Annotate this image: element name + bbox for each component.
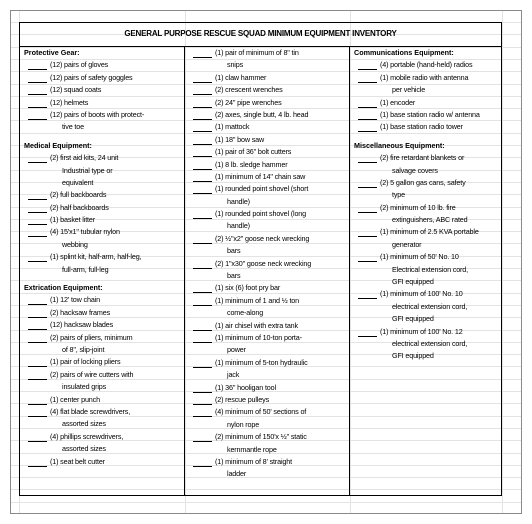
checkoff-blank[interactable]	[193, 258, 212, 269]
checkoff-blank[interactable]	[28, 214, 47, 225]
equipment-item	[20, 202, 184, 214]
checkoff-blank[interactable]	[358, 202, 377, 213]
item-text-line: handle)	[227, 221, 250, 231]
checkoff-blank[interactable]	[193, 406, 212, 417]
equipment-item	[350, 59, 502, 71]
item-text-line: power	[227, 345, 246, 355]
equipment-item	[185, 121, 349, 133]
checkoff-blank[interactable]	[193, 431, 212, 442]
item-text-line: extinguishers, ABC rated	[392, 215, 468, 225]
item-text-line: (1) minimum of 10-ton porta-	[215, 332, 302, 342]
item-description	[215, 382, 276, 394]
equipment-item	[185, 406, 349, 431]
item-description	[50, 84, 101, 96]
checkoff-blank[interactable]	[358, 97, 377, 108]
checkoff-blank[interactable]	[193, 320, 212, 331]
checkoff-blank[interactable]	[28, 406, 47, 417]
checkoff-blank[interactable]	[28, 109, 47, 120]
checkoff-blank[interactable]	[28, 369, 47, 380]
equipment-item	[20, 356, 184, 368]
section-heading: Communications Equipment:	[354, 48, 454, 57]
item-text-line: (2) 1"x30" goose neck wrecking	[215, 258, 312, 268]
checkoff-blank[interactable]	[358, 226, 377, 237]
checkoff-blank[interactable]	[28, 97, 47, 108]
item-text-line: (1) minimum of 50' No. 10	[380, 252, 459, 262]
item-text-line: (1) minimum of 100' No. 12	[380, 326, 463, 336]
item-text-line: (1) 18" bow saw	[215, 134, 265, 144]
item-text-line: insulated grips	[62, 382, 107, 392]
checkoff-blank[interactable]	[193, 357, 212, 368]
checkoff-blank[interactable]	[28, 456, 47, 467]
checkoff-blank[interactable]	[193, 134, 212, 145]
item-text-line: assorted sizes	[62, 444, 106, 454]
item-description	[380, 59, 472, 71]
item-text-line: jack	[227, 370, 240, 380]
checkoff-blank[interactable]	[358, 109, 377, 120]
item-description	[50, 456, 105, 468]
checkoff-blank[interactable]	[193, 382, 212, 393]
checkoff-blank[interactable]	[28, 319, 47, 330]
item-text-line: generator	[392, 239, 422, 249]
item-text-line: (2) minimum of 150'x ½" static	[215, 432, 307, 442]
section-heading: Miscellaneous Equipment:	[354, 140, 445, 150]
item-text-line: GFI equipped	[392, 351, 434, 361]
item-text-line: (12) helmets	[50, 97, 89, 107]
equipment-item	[20, 431, 184, 456]
checkoff-blank[interactable]	[193, 233, 212, 244]
item-description	[380, 72, 468, 97]
equipment-item	[185, 159, 349, 171]
equipment-item	[185, 97, 349, 109]
item-text-line: (2) first aid kits, 24 unit	[50, 153, 119, 163]
checkoff-blank[interactable]	[28, 431, 47, 442]
checkoff-blank[interactable]	[358, 59, 377, 70]
item-text-line: (12) pairs of boots with protect-	[50, 109, 145, 119]
checkoff-blank[interactable]	[193, 295, 212, 306]
item-text-line: (2) pairs of pliers, minimum	[50, 332, 133, 342]
equipment-item	[185, 456, 349, 481]
checkoff-blank[interactable]	[193, 47, 212, 58]
item-description	[215, 72, 266, 84]
item-description	[215, 134, 264, 146]
item-description	[215, 456, 292, 481]
equipment-item	[350, 152, 502, 177]
item-text-line: (1) mobile radio with antenna	[380, 72, 469, 82]
item-text-line: (1) air chisel with extra tank	[215, 320, 298, 330]
checkoff-blank[interactable]	[193, 208, 212, 219]
checkoff-blank[interactable]	[193, 84, 212, 95]
item-text-line: type	[392, 190, 405, 200]
item-text-line: (2) axes, single butt, 4 lb. head	[215, 109, 309, 119]
section-heading: Protective Gear:	[24, 48, 80, 57]
equipment-item	[185, 332, 349, 357]
item-text-line: bars	[227, 271, 241, 281]
checkoff-blank[interactable]	[193, 171, 212, 182]
equipment-item	[185, 282, 349, 294]
equipment-item	[350, 251, 502, 288]
item-description	[50, 59, 108, 71]
item-description	[215, 394, 269, 406]
equipment-item	[185, 171, 349, 183]
equipment-item	[185, 72, 349, 84]
item-description	[215, 357, 308, 382]
item-text-line: (12) pairs of gloves	[50, 60, 109, 70]
checkoff-blank[interactable]	[28, 251, 47, 262]
item-text-line: (2) full backboards	[50, 190, 107, 200]
checkoff-blank[interactable]	[193, 109, 212, 120]
item-description	[50, 319, 113, 331]
equipment-item	[20, 226, 184, 251]
item-text-line: (1) mattock	[215, 122, 250, 132]
equipment-item	[185, 109, 349, 121]
item-text-line: (2) crescent wrenches	[215, 85, 283, 95]
item-description	[215, 109, 308, 121]
column-right	[350, 47, 502, 496]
checkoff-blank[interactable]	[193, 97, 212, 108]
equipment-item	[185, 134, 349, 146]
section-heading: Extrication Equipment:	[24, 283, 103, 293]
item-text-line: salvage covers	[392, 165, 438, 175]
equipment-item	[20, 332, 184, 357]
item-text-line: (2) ½"x2" goose neck wrecking	[215, 233, 310, 243]
checkoff-blank[interactable]	[193, 394, 212, 405]
item-text-line: (4) portable (hand-held) radios	[380, 60, 473, 70]
checkoff-blank[interactable]	[28, 332, 47, 343]
item-description	[215, 97, 282, 109]
checkoff-blank[interactable]	[28, 72, 47, 83]
item-text-line: (4) 15'x1" tubular nylon	[50, 227, 120, 237]
item-text-line: per vehicle	[392, 85, 426, 95]
item-text-line: (1) minimum of 1 and ½ ton	[215, 295, 299, 305]
item-description	[380, 152, 464, 177]
item-description	[50, 251, 141, 276]
item-text-line: tive toe	[62, 122, 84, 132]
equipment-item	[185, 47, 349, 72]
equipment-item	[350, 72, 502, 97]
item-text-line: (1) minimum of 14" chain saw	[215, 171, 306, 181]
checkoff-blank[interactable]	[28, 294, 47, 305]
item-text-line: (1) six (6) foot pry bar	[215, 283, 281, 293]
item-text-line: (1) pair of minimum of 8" tin	[215, 48, 299, 57]
item-description	[380, 177, 466, 202]
item-text-line: electrical extension cord,	[392, 301, 468, 311]
item-description	[380, 326, 467, 363]
item-description	[50, 332, 132, 357]
equipment-item	[185, 84, 349, 96]
item-text-line: (1) rounded point shovel (short	[215, 184, 309, 194]
item-text-line: Industrial type or	[62, 165, 113, 175]
item-text-line: (1) rounded point shovel (long	[215, 209, 306, 219]
item-description	[215, 121, 249, 133]
checkoff-blank[interactable]	[28, 202, 47, 213]
item-description	[380, 226, 479, 251]
item-text-line: GFI equipped	[392, 314, 434, 324]
equipment-item	[185, 295, 349, 320]
checkoff-blank[interactable]	[358, 326, 377, 337]
item-text-line: (1) splint kit, half-arm, half-leg,	[50, 252, 142, 262]
item-text-line: (12) squad coats	[50, 85, 102, 95]
item-description	[50, 109, 144, 134]
item-text-line: (4) flat blade screwdrivers,	[50, 406, 131, 416]
item-text-line: (1) minimum of 100' No. 10	[380, 289, 463, 299]
checkoff-blank[interactable]	[28, 59, 47, 70]
item-text-line: GFI equipped	[392, 277, 434, 287]
item-text-line: (12) pairs of safety goggles	[50, 72, 133, 82]
item-description	[215, 295, 299, 320]
item-description	[50, 294, 100, 306]
equipment-item	[185, 357, 349, 382]
item-text-line: (1) pair of locking pliers	[50, 357, 121, 367]
item-text-line: handle)	[227, 196, 250, 206]
item-text-line: (1) minimum of 2.5 KVA portable	[380, 227, 479, 237]
item-text-line: (2) half backboards	[50, 202, 109, 212]
item-description	[215, 282, 280, 294]
item-text-line: (1) 12' tow chain	[50, 295, 100, 305]
checkoff-blank[interactable]	[193, 159, 212, 170]
checkoff-blank[interactable]	[193, 456, 212, 467]
item-text-line: (1) basket litter	[50, 215, 95, 225]
checkoff-blank[interactable]	[358, 121, 377, 132]
section-heading: Medical Equipment:	[24, 140, 92, 150]
item-text-line: Electrical extension cord,	[392, 264, 468, 274]
item-text-line: (1) 36" hooligan tool	[215, 382, 276, 392]
item-description	[215, 146, 291, 158]
checkoff-blank[interactable]	[28, 226, 47, 237]
item-text-line: (1) seat belt cutter	[50, 456, 105, 466]
equipment-item	[20, 456, 184, 468]
item-description	[50, 307, 110, 319]
checkoff-blank[interactable]	[358, 288, 377, 299]
inventory-table	[19, 22, 502, 496]
item-description	[50, 189, 106, 201]
item-text-line: (2) fire retardant blankets or	[380, 153, 465, 163]
checkoff-blank[interactable]	[28, 152, 47, 163]
checkoff-blank[interactable]	[358, 177, 377, 188]
equipment-item	[185, 233, 349, 258]
item-text-line: (1) minimum of 8' straight	[215, 456, 292, 466]
item-text-line: (2) pairs of wire cutters with	[50, 369, 134, 379]
item-description	[215, 171, 305, 183]
item-text-line: (2) minimum of 10 lb. fire	[380, 202, 456, 212]
item-description	[215, 320, 298, 332]
checkoff-blank[interactable]	[193, 146, 212, 157]
item-description	[50, 226, 120, 251]
item-text-line: (1) 8 lb. sledge hammer	[215, 159, 288, 169]
item-text-line: (2) 5 gallon gas cans, safety	[380, 177, 466, 187]
item-description	[50, 214, 95, 226]
item-description	[50, 406, 130, 431]
item-text-line: (1) base station radio tower	[380, 122, 463, 132]
equipment-item	[20, 97, 184, 109]
equipment-item	[350, 121, 502, 133]
item-text-line: assorted sizes	[62, 419, 106, 429]
item-text-line: webbing	[62, 239, 88, 249]
item-description	[50, 431, 123, 456]
equipment-item	[20, 251, 184, 276]
checkoff-blank[interactable]	[358, 152, 377, 163]
equipment-item	[20, 72, 184, 84]
equipment-item	[20, 406, 184, 431]
item-description	[50, 202, 109, 214]
item-description	[215, 183, 308, 208]
item-text-line: ladder	[227, 469, 247, 479]
checkoff-blank[interactable]	[193, 121, 212, 132]
equipment-item	[350, 288, 502, 325]
inventory-title: GENERAL PURPOSE RESCUE SQUAD MINIMUM EQUIPMENT INVENTORY	[20, 23, 501, 47]
item-text-line: snips	[227, 60, 244, 70]
equipment-item	[185, 258, 349, 283]
equipment-item	[20, 307, 184, 319]
item-description	[215, 258, 311, 283]
item-text-line: (4) minimum of 50' sections of	[215, 407, 307, 417]
equipment-item	[185, 146, 349, 158]
item-text-line: (1) encoder	[380, 97, 416, 107]
checkoff-blank[interactable]	[358, 72, 377, 83]
item-text-line: (4) phillips screwdrivers,	[50, 431, 124, 441]
item-text-line: (1) claw hammer	[215, 72, 267, 82]
column-middle	[185, 47, 350, 496]
item-description	[50, 356, 120, 368]
item-text-line: (2) 24" pipe wrenches	[215, 97, 282, 107]
item-text-line: nylon rope	[227, 419, 260, 429]
equipment-item	[20, 84, 184, 96]
checkoff-blank[interactable]	[193, 183, 212, 194]
item-description	[215, 233, 309, 258]
item-text-line: come-along	[227, 308, 264, 318]
item-text-line: (1) pair of 36" bolt cutters	[215, 147, 292, 157]
checkoff-blank[interactable]	[28, 84, 47, 95]
item-text-line: equivalent	[62, 177, 94, 187]
checkoff-blank[interactable]	[28, 356, 47, 367]
equipment-item	[185, 382, 349, 394]
item-text-line: of 8", slip-joint	[62, 344, 105, 354]
item-text-line: full-arm, full-leg	[62, 264, 109, 274]
equipment-item	[20, 319, 184, 331]
checkoff-blank[interactable]	[28, 394, 47, 405]
equipment-item	[20, 59, 184, 71]
item-description	[215, 47, 299, 72]
item-description	[215, 332, 302, 357]
equipment-item	[20, 214, 184, 226]
equipment-item	[350, 177, 502, 202]
checkoff-blank[interactable]	[28, 307, 47, 318]
equipment-item	[350, 109, 502, 121]
item-description	[380, 109, 480, 121]
item-description	[215, 208, 306, 233]
equipment-item	[185, 183, 349, 208]
item-description	[215, 431, 307, 456]
equipment-item	[20, 369, 184, 394]
equipment-item	[20, 394, 184, 406]
equipment-item	[350, 326, 502, 363]
equipment-item	[185, 320, 349, 332]
item-description	[215, 159, 287, 171]
item-description	[380, 121, 463, 133]
item-description	[380, 251, 468, 288]
item-description	[50, 97, 88, 109]
item-text-line: (2) hacksaw frames	[50, 307, 111, 317]
item-description	[50, 369, 133, 394]
item-description	[50, 394, 100, 406]
checkoff-blank[interactable]	[358, 251, 377, 262]
checkoff-blank[interactable]	[28, 189, 47, 200]
item-description	[380, 288, 467, 325]
equipment-item	[350, 226, 502, 251]
equipment-item	[185, 208, 349, 233]
item-description	[215, 406, 306, 431]
equipment-item	[350, 97, 502, 109]
checkoff-blank[interactable]	[193, 332, 212, 343]
item-text-line: kernmantle rope	[227, 444, 277, 454]
item-description	[50, 152, 118, 189]
equipment-item	[20, 294, 184, 306]
item-text-line: (1) center punch	[50, 394, 100, 404]
item-text-line: bars	[227, 246, 241, 256]
item-description	[380, 97, 415, 109]
item-description	[380, 202, 468, 227]
item-text-line: (12) hacksaw blades	[50, 320, 114, 330]
item-text-line: (1) minimum of 5-ton hydraulic	[215, 357, 308, 367]
equipment-item	[350, 202, 502, 227]
equipment-item	[185, 394, 349, 406]
equipment-item	[20, 189, 184, 201]
item-description	[50, 72, 133, 84]
checkoff-blank[interactable]	[193, 72, 212, 83]
equipment-item	[20, 109, 184, 134]
item-description	[215, 84, 283, 96]
equipment-item	[185, 431, 349, 456]
column-left	[20, 47, 185, 496]
item-text-line: (1) base station radio w/ antenna	[380, 109, 480, 119]
item-text-line: (2) rescue pulleys	[215, 394, 270, 404]
checkoff-blank[interactable]	[193, 282, 212, 293]
equipment-item	[20, 152, 184, 189]
item-text-line: electrical extension cord,	[392, 338, 468, 348]
